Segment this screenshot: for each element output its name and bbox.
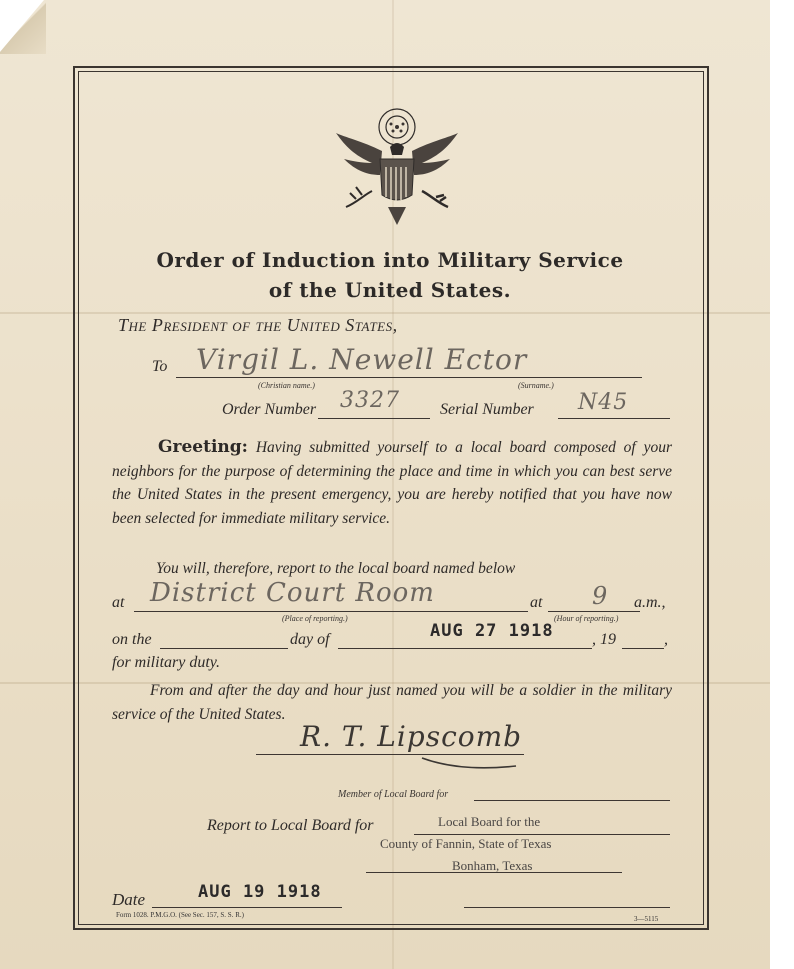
print-code: 3—5115 — [634, 915, 659, 923]
surname-caption: (Surname.) — [518, 381, 554, 390]
report-at2-label: at — [530, 594, 543, 611]
year-prefix-label: , 19 — [592, 631, 616, 648]
board-stamp-line1: Local Board for the — [438, 814, 541, 829]
on-the-label: on the — [112, 631, 152, 648]
signature-flourish-icon — [420, 752, 520, 772]
president-heading: The President of the United States, — [118, 315, 398, 335]
board-line-2 — [366, 872, 622, 873]
member-board-line — [474, 800, 670, 801]
military-duty-label: for military duty. — [112, 654, 220, 671]
date-label: Date — [112, 890, 146, 909]
am-label: a.m., — [634, 594, 666, 611]
hour-caption: (Hour of reporting.) — [554, 614, 619, 623]
report-board-label: Report to Local Board for — [207, 817, 374, 834]
serial-number-line — [558, 418, 670, 419]
folded-corner — [0, 0, 46, 54]
member-label: Member of Local Board for — [338, 789, 449, 800]
greeting-lead: Greeting: — [158, 437, 248, 457]
year-line — [622, 648, 664, 649]
handwritten-name: Virgil L. Newell Ector — [196, 343, 528, 376]
board-member-signature: R. T. Lipscomb — [300, 720, 523, 753]
hour-line — [548, 611, 640, 612]
month-line — [338, 648, 592, 649]
report-at-label: at — [112, 594, 125, 611]
serial-number-value: N45 — [578, 390, 629, 415]
document-title: Order of Induction into Military Service — [156, 248, 624, 272]
date-line — [152, 907, 342, 908]
order-number-value: 3327 — [340, 388, 400, 413]
day-line — [160, 648, 288, 649]
year-comma: , — [664, 631, 668, 648]
christian-name-caption: (Christian name.) — [258, 381, 315, 390]
hour-of-reporting-value: 9 — [592, 582, 609, 610]
place-caption: (Place of reporting.) — [282, 614, 348, 623]
greeting-paragraph — [112, 436, 672, 530]
serial-number-label: Serial Number — [440, 401, 534, 418]
name-line — [176, 377, 642, 378]
place-of-reporting-value: District Court Room — [150, 578, 435, 608]
greeting-text: Having submitted yourself to a local board composed of your neighbors for the purpose of determining the place and time in which you can best serve the United States in the present emergency, you are hereby notified that you have now been selected for immediate military service. — [112, 439, 672, 527]
place-line — [134, 611, 528, 612]
form-number: Form 1028. P.M.G.O. (See Sec. 157, S. S. R.) — [116, 911, 244, 919]
eagle-seal-icon — [332, 103, 462, 233]
day-of-label: day of — [290, 631, 330, 648]
board-line — [414, 834, 670, 835]
stamped-report-date: AUG 27 1918 — [430, 621, 554, 641]
document-subtitle: of the United States. — [268, 278, 512, 302]
to-label: To — [152, 358, 168, 375]
board-stamp-line2: County of Fannin, State of Texas — [380, 836, 552, 851]
soldier-paragraph: From and after the day and hour just named you will be a soldier in the military service of the United States. — [112, 682, 672, 723]
stamped-issue-date: AUG 19 1918 — [198, 882, 322, 902]
order-number-line — [318, 418, 430, 419]
clerk-line — [464, 907, 670, 908]
report-text: You will, therefore, report to the local board named below — [156, 560, 516, 577]
board-stamp-line3: Bonham, Texas — [452, 858, 533, 873]
order-number-label: Order Number — [222, 401, 317, 418]
